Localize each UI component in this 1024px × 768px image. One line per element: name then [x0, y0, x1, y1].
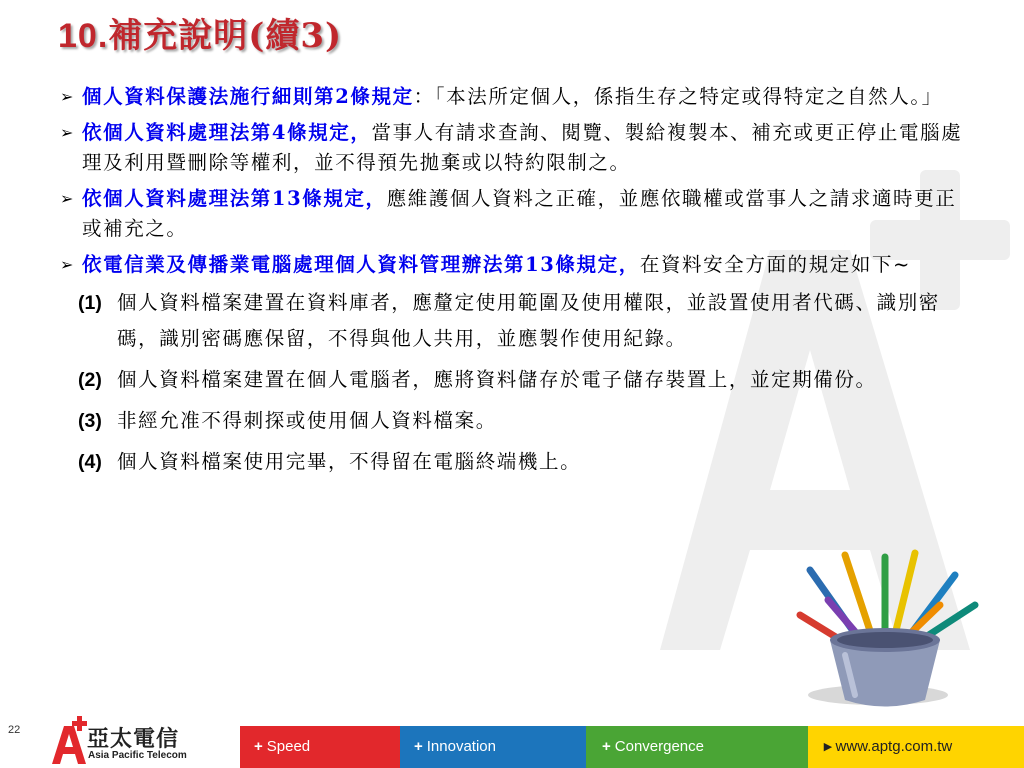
plus-icon: + [414, 738, 423, 755]
bullet-highlight: 依個人資料處理法第13條規定， [82, 186, 387, 210]
sub-item-text: 個人資料檔案建置在個人電腦者，應將資料儲存於電子儲存裝置上，並定期備份。 [117, 368, 877, 391]
sub-item-text: 非經允准不得刺探或使用個人資料檔案。 [117, 409, 497, 432]
bullet-text: 在資料安全方面的規定如下~ [639, 252, 911, 276]
logo-chinese-name: 亞太電信 [87, 727, 180, 752]
sub-item-label: (4) [78, 451, 102, 473]
arrow-right-icon: ▸ [824, 738, 832, 755]
footer-bar [0, 722, 1024, 768]
bullet-arrow-icon: ➢ [60, 254, 76, 274]
bullet-highlight: 依個人資料處理法第4條規定， [82, 120, 372, 144]
bullet-highlight: 依電信業及傳播業電腦處理個人資料管理辦法第13條規定， [82, 252, 640, 276]
bullet-item-2 [60, 118, 972, 179]
bullet-text: 當事人有請求查詢、閱覽、製給複製本、補充或更正停止電腦處理及利用暨刪除等權利，並不得預先拋棄或以特約限制之。 [82, 120, 963, 174]
bullet-arrow-icon: ➢ [60, 122, 76, 142]
title-text: 補充說明(續3) [108, 16, 343, 56]
bullet-item-1 [60, 82, 972, 113]
page-title [58, 8, 342, 57]
sub-item-3 [60, 403, 972, 439]
content-body [60, 82, 972, 485]
sub-item-1 [60, 285, 972, 357]
bullet-arrow-icon: ➢ [60, 188, 76, 208]
sub-item-2 [60, 362, 972, 398]
sub-item-label: (1) [78, 292, 102, 314]
sub-item-label: (3) [78, 410, 102, 432]
footer-website-link[interactable] [808, 726, 1024, 768]
aptg-logo-icon [50, 714, 90, 766]
footer-logo-area [0, 722, 240, 768]
footer-convergence-label: Convergence [614, 738, 704, 755]
page-number: 22 [8, 724, 21, 736]
footer-website-label: www.aptg.com.tw [835, 738, 953, 755]
bullet-highlight: 個人資料保護法施行細則第2條規定 [82, 85, 414, 108]
footer-speed [240, 726, 400, 768]
sub-item-text: 個人資料檔案建置在資料庫者，應釐定使用範圍及使用權限，並設置使用者代碼、識別密碼，識別密碼應保留，不得與他人共用，並應製作使用紀錄。 [117, 291, 940, 350]
logo-english-name: Asia Pacific Telecom [88, 750, 187, 761]
pencil-cup-icon [790, 545, 990, 715]
footer-innovation-label: Innovation [426, 738, 496, 755]
footer-innovation [400, 726, 586, 768]
bullet-text: 應維護個人資料之正確，並應依職權或當事人之請求適時更正或補充之。 [82, 186, 957, 240]
plus-icon: + [254, 738, 263, 755]
bullet-arrow-icon: ➢ [60, 87, 76, 106]
sub-item-4 [60, 444, 972, 480]
sub-item-label: (2) [78, 369, 102, 391]
bullet-item-3 [60, 184, 972, 245]
sub-item-text: 個人資料檔案使用完畢，不得留在電腦終端機上。 [117, 450, 582, 473]
bullet-item-4 [60, 250, 972, 281]
title-number: 10. [58, 17, 109, 55]
plus-icon: + [602, 738, 611, 755]
bullet-text: ：「本法所定個人，係指生存之特定或得特定之自然人。」 [413, 85, 943, 108]
footer-speed-label: Speed [266, 738, 311, 755]
footer-convergence [586, 726, 808, 768]
